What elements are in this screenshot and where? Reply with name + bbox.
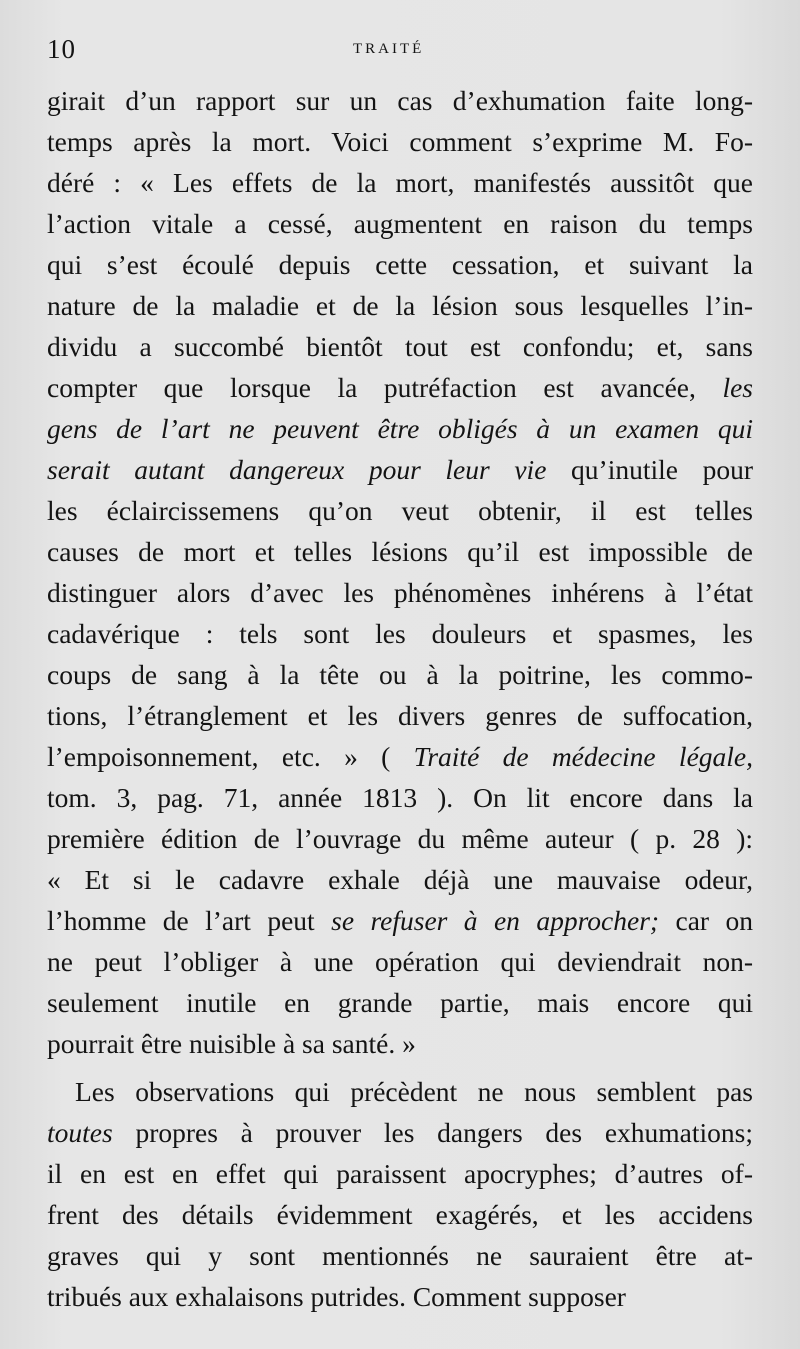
text-line	[47, 244, 753, 285]
text-run: première édition de l’ouvrage du même auteur ( p. 28 ):	[47, 823, 753, 854]
paragraph	[47, 80, 753, 1064]
text-line	[47, 121, 753, 162]
text-line	[47, 900, 753, 941]
text-run: car on	[659, 905, 753, 936]
text-line	[47, 1194, 753, 1235]
text-run: « Et si le cadavre exhale déjà une mauvaise odeur,	[47, 864, 753, 895]
text-line	[47, 1112, 753, 1153]
text-line	[47, 777, 753, 818]
text-line	[47, 1023, 753, 1064]
italic-run: se refuser à en approcher;	[331, 905, 660, 936]
text-run: les éclaircissemens qu’on veut obtenir, il est telles	[47, 495, 753, 526]
text-run: l’empoisonnement, etc. » (	[47, 741, 414, 772]
text-run: qu’inutile pour	[546, 454, 753, 485]
text-line	[47, 1235, 753, 1276]
text-run: dividu a succombé bientôt tout est confondu; et, sans	[47, 331, 753, 362]
running-title: TRAITÉ	[353, 41, 425, 57]
italic-run: gens de l’art ne peuvent être obligés à un examen qui	[47, 413, 753, 444]
text-run: girait d’un rapport sur un cas d’exhumation faite long-	[47, 85, 753, 116]
text-run: nature de la maladie et de la lésion sous lesquelles l’in-	[47, 290, 753, 321]
text-run: frent des détails évidemment exagérés, et les accidens	[47, 1199, 753, 1230]
text-run: tribués aux exhalaisons putrides. Comment supposer	[47, 1281, 626, 1312]
text-run: cadavérique : tels sont les douleurs et spasmes, les	[47, 618, 753, 649]
text-line	[47, 1276, 753, 1317]
text-run: ne peut l’obliger à une opération qui deviendrait non-	[47, 946, 753, 977]
text-line	[47, 326, 753, 367]
text-line	[47, 941, 753, 982]
text-line	[47, 531, 753, 572]
text-line	[47, 203, 753, 244]
body-text	[47, 80, 753, 1317]
text-run: seulement inutile en grande partie, mais encore qui	[47, 987, 753, 1018]
text-line	[47, 613, 753, 654]
text-run: tions, l’étranglement et les divers genres de suffocation,	[47, 700, 753, 731]
text-line	[47, 1153, 753, 1194]
text-line	[47, 572, 753, 613]
text-run: coups de sang à la tête ou à la poitrine, les commo-	[47, 659, 753, 690]
text-line	[47, 1071, 753, 1112]
text-run: propres à prouver les dangers des exhumations;	[112, 1117, 753, 1148]
text-line	[47, 818, 753, 859]
text-line	[47, 408, 753, 449]
italic-run: Traité de médecine légale,	[413, 741, 753, 772]
text-line	[47, 367, 753, 408]
text-line	[47, 654, 753, 695]
paragraph	[47, 1071, 753, 1317]
text-run: l’action vitale a cessé, augmentent en raison du temps	[47, 208, 753, 239]
italic-run: toutes	[47, 1117, 113, 1148]
text-run: l’homme de l’art peut	[47, 905, 332, 936]
text-run: causes de mort et telles lésions qu’il est impossible de	[47, 536, 753, 567]
text-line	[47, 736, 753, 777]
text-line	[47, 695, 753, 736]
text-run: compter que lorsque la putréfaction est avancée,	[47, 372, 723, 403]
text-line	[47, 162, 753, 203]
text-run: Les observations qui précèdent ne nous semblent pas	[75, 1076, 753, 1107]
italic-run: serait autant dangereux pour leur vie	[47, 454, 547, 485]
text-run: pourrait être nuisible à sa santé. »	[47, 1028, 416, 1059]
text-run: graves qui y sont mentionnés ne sauraient être at-	[47, 1240, 753, 1271]
running-head	[47, 34, 747, 66]
text-line	[47, 490, 753, 531]
text-run: distinguer alors d’avec les phénomènes inhérens à l’état	[47, 577, 753, 608]
text-line	[47, 80, 753, 121]
text-run: tom. 3, pag. 71, année 1813 ). On lit encore dans la	[47, 782, 753, 813]
page-number: 10	[47, 34, 76, 64]
text-run: temps après la mort. Voici comment s’exprime M. Fo-	[47, 126, 753, 157]
text-run: il en est en effet qui paraissent apocryphes; d’autres of-	[47, 1158, 753, 1189]
italic-run: les	[722, 372, 753, 403]
text-run: qui s’est écoulé depuis cette cessation, et suivant la	[47, 249, 753, 280]
text-line	[47, 859, 753, 900]
text-line	[47, 982, 753, 1023]
text-run: déré : « Les effets de la mort, manifestés aussitôt que	[47, 167, 753, 198]
text-line	[47, 449, 753, 490]
text-line	[47, 285, 753, 326]
